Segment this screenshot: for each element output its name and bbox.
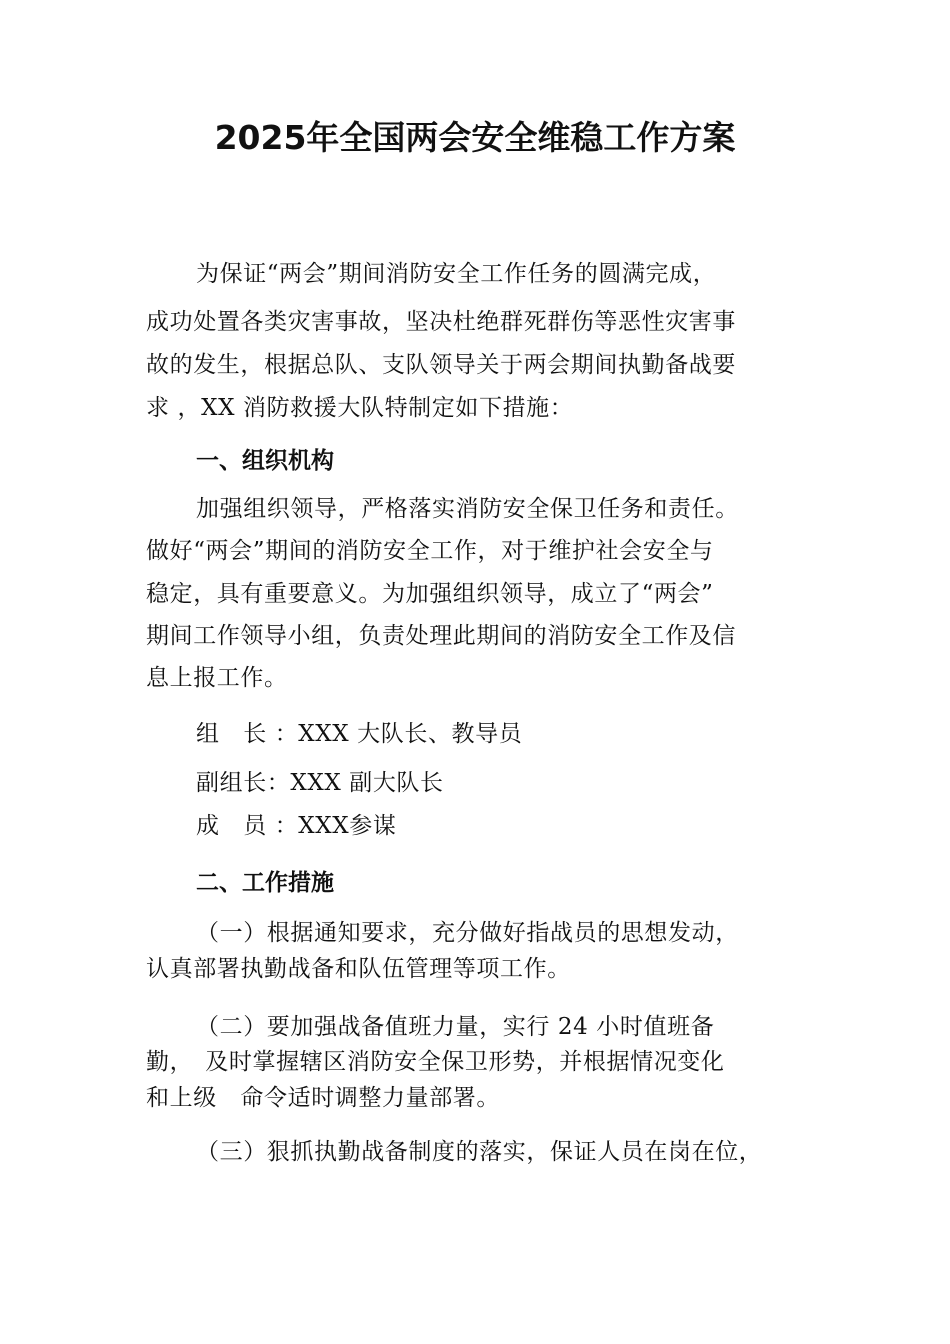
document-title: 2025年全国两会安全维稳工作方案 — [214, 118, 736, 157]
intro-line-1: 为保证“两会”期间消防安全工作任务的圆满完成， — [196, 261, 717, 287]
measure-3-line-1: （三）狠抓执勤战备制度的落实，保证人员在岗在位， — [196, 1139, 763, 1165]
measure-1-line-2: 认真部署执勤战备和队伍管理等项工作。 — [146, 956, 571, 982]
section-heading-organization: 一、组织机构 — [196, 448, 334, 474]
measure-1-line-1: （一）根据通知要求，充分做好指战员的思想发动， — [196, 920, 739, 946]
measure-2-line-2: 勤， 及时掌握辖区消防安全保卫形势，并根据情况变化 — [146, 1049, 725, 1075]
section1-paragraph-line-5: 息上报工作。 — [146, 665, 288, 691]
section1-paragraph-line-2: 做好“两会”期间的消防安全工作，对于维护社会安全与 — [146, 538, 714, 564]
measure-2-line-1: （二）要加强战备值班力量，实行 24 小时值班备 — [196, 1014, 715, 1040]
intro-line-2: 成功处置各类灾害事故，坚决杜绝群死群伤等恶性灾害事 — [146, 309, 736, 335]
measure-2-line-3: 和上级 命令适时调整力量部署。 — [146, 1085, 500, 1111]
member-deputy-leader: 副组长：XXX 副大队长 — [196, 770, 444, 796]
section-heading-measures: 二、工作措施 — [196, 870, 334, 896]
section1-paragraph-line-4: 期间工作领导小组，负责处理此期间的消防安全工作及信 — [146, 623, 736, 649]
member-staff: 成 员 ：XXX参谋 — [196, 813, 397, 839]
intro-line-4: 求 ，XX 消防救援大队特制定如下措施： — [146, 395, 574, 421]
intro-line-3: 故的发生，根据总队、支队领导关于两会期间执勤备战要 — [146, 352, 736, 378]
section1-paragraph-line-3: 稳定，具有重要意义。为加强组织领导，成立了“两会” — [146, 581, 714, 607]
section1-paragraph-line-1: 加强组织领导，严格落实消防安全保卫任务和责任。 — [196, 496, 739, 522]
member-leader: 组 长 ：XXX 大队长、教导员 — [196, 721, 523, 747]
